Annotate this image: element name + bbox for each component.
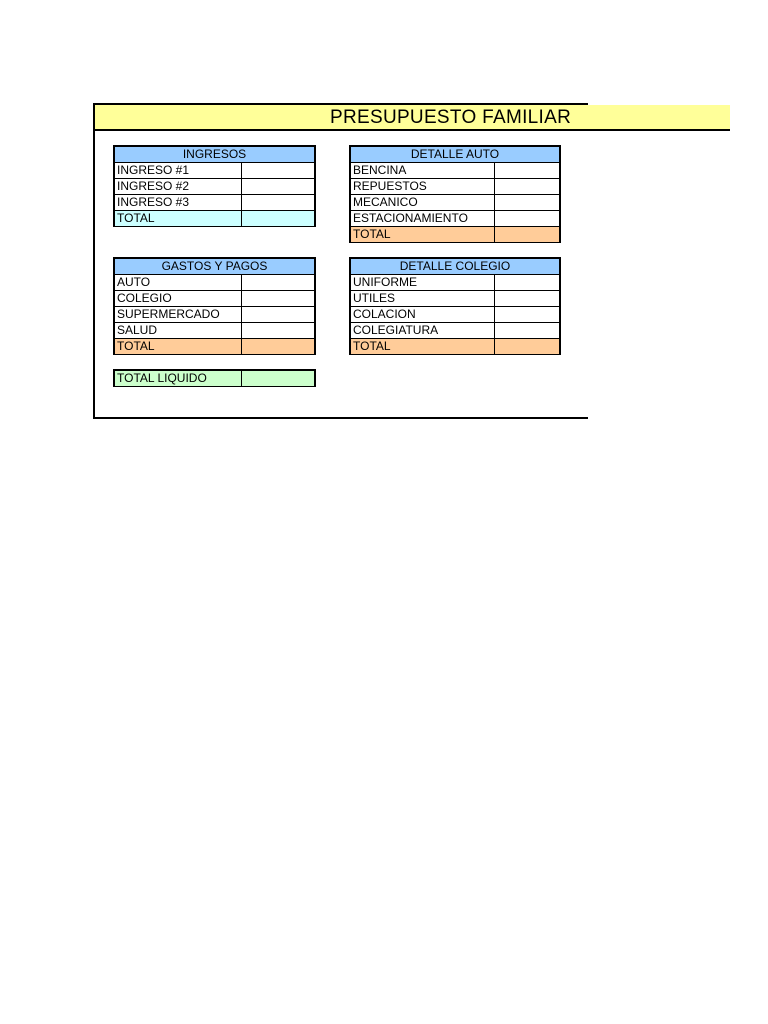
table-row — [115, 275, 314, 291]
estacionamiento-label: ESTACIONAMIENTO — [351, 211, 494, 227]
uniforme-value-cell[interactable] — [494, 275, 559, 291]
auto-value-cell[interactable] — [241, 275, 314, 291]
detalle-colegio-total-row — [351, 339, 559, 355]
detalle-auto-header-row — [351, 147, 559, 163]
mecanico-label: MECANICO — [351, 195, 494, 211]
ingreso-2-value-cell[interactable] — [241, 179, 314, 195]
total-liquido-label: TOTAL LIQUIDO — [115, 371, 241, 386]
table-row — [115, 195, 314, 211]
table-row — [351, 211, 559, 227]
table-row — [115, 163, 314, 179]
total-liquido-row — [115, 371, 314, 386]
colacion-label: COLACION — [351, 307, 494, 323]
auto-label: AUTO — [115, 275, 241, 291]
detalle-auto-table — [349, 145, 561, 243]
table-row — [115, 323, 314, 339]
colegio-value-cell[interactable] — [241, 291, 314, 307]
ingreso-1-value-cell[interactable] — [241, 163, 314, 179]
detalle-colegio-total-value-cell[interactable] — [494, 339, 559, 355]
total-liquido-table — [113, 369, 316, 387]
mecanico-value-cell[interactable] — [494, 195, 559, 211]
utiles-value-cell[interactable] — [494, 291, 559, 307]
table-row — [115, 179, 314, 195]
gastos-header: GASTOS Y PAGOS — [115, 259, 314, 275]
colacion-value-cell[interactable] — [494, 307, 559, 323]
gastos-table — [113, 257, 316, 355]
utiles-label: UTILES — [351, 291, 494, 307]
salud-value-cell[interactable] — [241, 323, 314, 339]
detalle-auto-total-row — [351, 227, 559, 243]
detalle-colegio-total-label: TOTAL — [351, 339, 494, 355]
repuestos-label: REPUESTOS — [351, 179, 494, 195]
detalle-auto-total-label: TOTAL — [351, 227, 494, 243]
ingreso-3-label: INGRESO #3 — [115, 195, 241, 211]
ingresos-total-label: TOTAL — [115, 211, 241, 227]
ingreso-2-label: INGRESO #2 — [115, 179, 241, 195]
total-liquido-value-cell[interactable] — [241, 371, 314, 386]
estacionamiento-value-cell[interactable] — [494, 211, 559, 227]
supermercado-label: SUPERMERCADO — [115, 307, 241, 323]
repuestos-value-cell[interactable] — [494, 179, 559, 195]
gastos-total-row — [115, 339, 314, 355]
table-row — [351, 163, 559, 179]
colegio-label: COLEGIO — [115, 291, 241, 307]
salud-label: SALUD — [115, 323, 241, 339]
ingresos-table — [113, 145, 316, 227]
gastos-total-value-cell[interactable] — [241, 339, 314, 355]
gastos-header-row — [115, 259, 314, 275]
ingresos-total-value-cell[interactable] — [241, 211, 314, 227]
bencina-label: BENCINA — [351, 163, 494, 179]
detalle-auto-total-value-cell[interactable] — [494, 227, 559, 243]
detalle-colegio-header-row — [351, 259, 559, 275]
ingresos-header: INGRESOS — [115, 147, 314, 163]
ingresos-header-row — [115, 147, 314, 163]
table-row — [351, 307, 559, 323]
gastos-total-label: TOTAL — [115, 339, 241, 355]
uniforme-label: UNIFORME — [351, 275, 494, 291]
bencina-value-cell[interactable] — [494, 163, 559, 179]
colegiatura-label: COLEGIATURA — [351, 323, 494, 339]
colegiatura-value-cell[interactable] — [494, 323, 559, 339]
ingreso-1-label: INGRESO #1 — [115, 163, 241, 179]
table-row — [351, 323, 559, 339]
table-row — [351, 291, 559, 307]
supermercado-value-cell[interactable] — [241, 307, 314, 323]
detalle-colegio-table — [349, 257, 561, 355]
ingresos-total-row — [115, 211, 314, 227]
table-row — [351, 195, 559, 211]
table-row — [351, 179, 559, 195]
page-title: PRESUPUESTO FAMILIAR — [330, 107, 572, 128]
table-row — [115, 307, 314, 323]
table-row — [115, 291, 314, 307]
table-row — [351, 275, 559, 291]
ingreso-3-value-cell[interactable] — [241, 195, 314, 211]
detalle-colegio-header: DETALLE COLEGIO — [351, 259, 559, 275]
detalle-auto-header: DETALLE AUTO — [351, 147, 559, 163]
